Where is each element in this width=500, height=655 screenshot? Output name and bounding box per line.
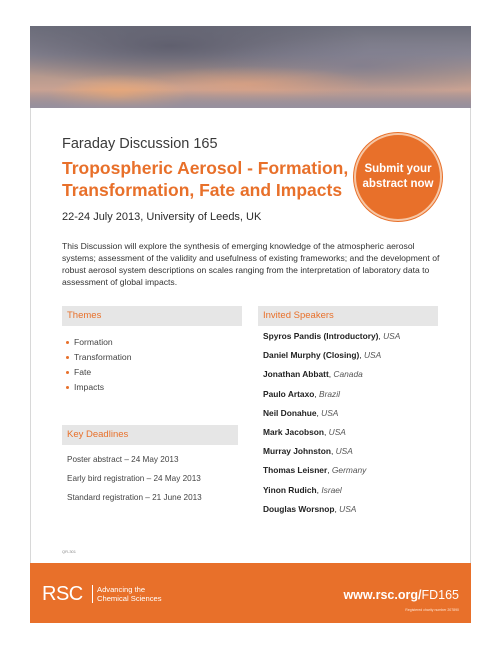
theme-item: Formation: [66, 335, 131, 350]
speaker-name: Murray Johnston: [263, 446, 331, 457]
date-venue: 22-24 July 2013, University of Leeds, UK: [62, 211, 262, 223]
speaker-item: Jonathan Abbatt, Canada: [263, 369, 363, 380]
deadline-item: Standard registration – 21 June 2013: [67, 493, 202, 502]
speaker-country: USA: [321, 407, 339, 418]
charity-number: Registered charity number 207890: [405, 608, 459, 612]
speaker-name: Jonathan Abbatt: [263, 369, 329, 380]
deadlines-list: [67, 450, 202, 507]
badge-line-2: abstract now: [362, 178, 434, 190]
logo-divider: [92, 585, 93, 603]
submit-abstract-label: [362, 162, 434, 192]
header-sky-photo: [30, 26, 471, 108]
print-code: QR-301: [62, 549, 77, 554]
themes-heading: Themes: [62, 306, 242, 326]
speaker-name: Paulo Artaxo: [263, 388, 315, 399]
speakers-heading: Invited Speakers: [258, 306, 438, 326]
speaker-item: Spyros Pandis (Introductory), USA: [263, 331, 401, 341]
theme-item: Transformation: [66, 350, 131, 365]
theme-item: Impacts: [66, 380, 131, 395]
speaker-country: USA: [383, 331, 401, 341]
badge-line-1: Submit your: [364, 163, 432, 175]
speaker-item: Daniel Murphy (Closing), USA: [263, 350, 382, 361]
speaker-name: Spyros Pandis (Introductory): [263, 331, 379, 341]
deadline-item: Early bird registration – 24 May 2013: [67, 474, 201, 483]
themes-list: [66, 335, 131, 395]
url-main: www.rsc.org/: [343, 588, 422, 602]
speaker-country: Canada: [333, 369, 363, 380]
tagline-line-1: Advancing the: [97, 585, 146, 594]
speaker-country: USA: [328, 426, 346, 437]
deadlines-heading: Key Deadlines: [62, 425, 238, 445]
speaker-country: Germany: [331, 465, 367, 476]
speaker-name: Neil Donahue: [263, 407, 317, 418]
speaker-item: Douglas Worsnop, USA: [263, 503, 357, 514]
speakers-list: [263, 327, 400, 519]
speaker-country: Brazil: [319, 388, 340, 399]
page-title: [62, 157, 362, 201]
event-url-link[interactable]: [343, 588, 459, 602]
footer-bar: [30, 563, 471, 623]
series-name: Faraday Discussion 165: [62, 136, 218, 152]
speaker-item: Neil Donahue, USA: [263, 407, 339, 418]
speaker-item: Murray Johnston, USA: [263, 446, 353, 457]
speaker-item: Yinon Rudich, Israel: [263, 484, 342, 495]
rsc-tagline: [97, 585, 187, 603]
speaker-country: USA: [335, 446, 353, 457]
speaker-name: Mark Jacobson: [263, 426, 324, 437]
speaker-item: Thomas Leisner, Germany: [263, 465, 367, 476]
rsc-logo: RSC: [42, 583, 83, 605]
theme-item: Fate: [66, 365, 131, 380]
speaker-item: Paulo Artaxo, Brazil: [263, 388, 340, 399]
speaker-name: Thomas Leisner: [263, 465, 328, 476]
speaker-country: USA: [339, 503, 357, 514]
speaker-country: Israel: [321, 484, 342, 495]
speaker-country: USA: [363, 350, 382, 361]
tagline-line-2: Chemical Sciences: [97, 594, 162, 603]
url-suffix: FD165: [421, 588, 459, 602]
speaker-item: Mark Jacobson, USA: [263, 426, 346, 437]
speaker-name: Daniel Murphy (Closing): [263, 350, 360, 361]
intro-paragraph: This Discussion will explore the synthesis of emerging knowledge of the atmospheric aerosol systems; assessment of the validity and usefulness of existing frameworks; and the development of robust aerosol system descriptions on scales ranging from the interpretation of laboratory data to assessment of global impacts.: [62, 241, 440, 287]
title-line-1: Tropospheric Aerosol - Formation,: [62, 158, 349, 178]
deadline-item: Poster abstract – 24 May 2013: [67, 455, 179, 464]
submit-abstract-badge[interactable]: [354, 133, 442, 221]
speaker-name: Douglas Worsnop: [263, 503, 335, 514]
title-line-2: Transformation, Fate and Impacts: [62, 180, 343, 200]
speaker-name: Yinon Rudich: [263, 484, 317, 495]
